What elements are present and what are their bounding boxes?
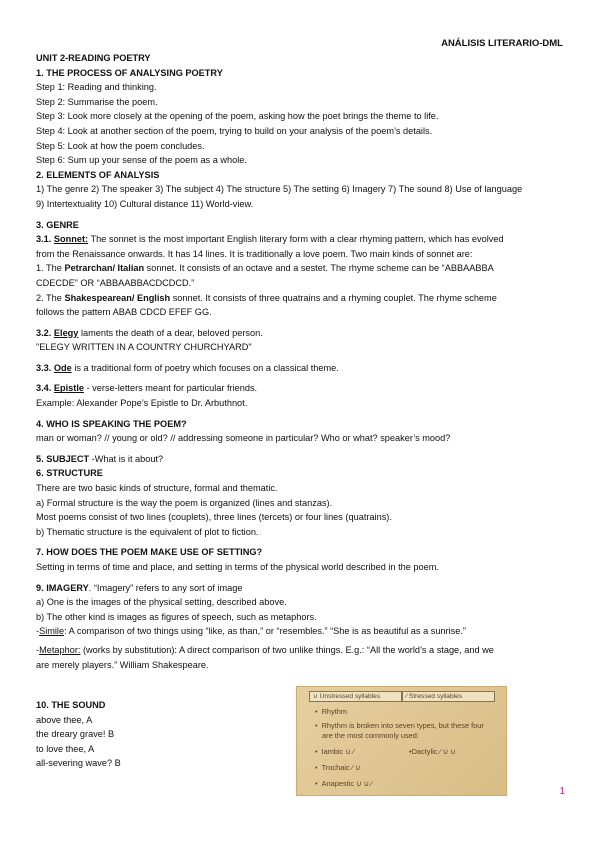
sonnet-paragraph: 3.1. Sonnet: The sonnet is the most important English literary form with a clear rhyming pattern, which has evolved — [36, 234, 504, 245]
ode-term: Ode — [53, 362, 72, 373]
metaphor-line: -Metaphor: (works by substitution): A direct comparison of two unlike things. E.g.: “All the world’s a stage, and we — [36, 644, 494, 655]
sound-section — [36, 698, 121, 771]
petrarchan-line: 1. The Petrarchan/ Italian sonnet. It consists of an octave and a sestet. The rhyme scheme can be “ABBAABBA — [36, 263, 494, 274]
section-heading-genre: 3. GENRE — [36, 219, 79, 230]
section-heading-sound: 10. THE SOUND — [36, 700, 106, 710]
step-line: Step 3: Look more closely at the opening of the poem, asking how the poet brings the theme to life. — [36, 111, 439, 122]
poem-line: above thee, A — [36, 714, 93, 725]
rhythm-bullet: • Iambic ∪ ⁄ — [315, 747, 355, 756]
rhythm-dactylic: •Dactylic ⁄ ∪ ∪ — [409, 747, 456, 756]
petrarchan-scheme: CDECDE” OR “ABBAABBACDCDCD.” — [36, 277, 195, 288]
metaphor-term: Metaphor: — [39, 644, 81, 655]
simile-term: Simile — [39, 626, 65, 637]
poem-line: to love thee, A — [36, 743, 95, 754]
step-line: Step 4: Look at another section of the poem, trying to build on your analysis of the poem’s details. — [36, 125, 433, 136]
imagery-line: b) The other kind is images as figures of speech, such as metaphors. — [36, 611, 317, 622]
poem-line: the dreary grave! B — [36, 729, 115, 740]
rhythm-image — [296, 686, 507, 796]
rhythm-bullet-cont: are the most commonly used: — [322, 731, 419, 740]
step-line: Step 2: Summarise the poem. — [36, 96, 158, 107]
epistle-example: Example: Alexander Pope’s Epistle to Dr. Arbuthnot. — [36, 398, 248, 409]
section-heading-process: 1. THE PROCESS OF ANALYSING POETRY — [36, 67, 223, 78]
structure-line: b) Thematic structure is the equivalent of plot to fiction. — [36, 526, 259, 537]
rhythm-bullet: • Trochaic ⁄ ∪ — [315, 763, 361, 772]
step-line: Step 6: Sum up your sense of the poem as a whole. — [36, 155, 247, 166]
page-number: 1 — [559, 786, 565, 797]
rhythm-bullet: • Rhythm is broken into seven types, but these four — [315, 721, 484, 730]
structure-line: Most poems consist of two lines (couplets), three lines (tercets) or four lines (quatrains). — [36, 512, 392, 523]
header-title: ANÁLISIS LITERARIO-DML — [441, 38, 563, 49]
simile-line: -Simile: A comparison of two things using “like, as than,” or “resembles.” “She is as beautiful as a sunrise.” — [36, 626, 466, 637]
document-body — [36, 51, 566, 672]
elements-line: 9) Intertextuality 10) Cultural distance 11) World-view. — [36, 198, 254, 209]
step-line: Step 5: Look at how the poem concludes. — [36, 140, 205, 151]
setting-text: Setting in terms of time and place, and setting in terms of the physical world described in the poem. — [36, 562, 439, 572]
elegy-example: "ELEGY WRITTEN IN A COUNTRY CHURCHYARD" — [36, 342, 252, 353]
rhythm-bullet: • Anapestic ∪ ∪ ⁄ — [315, 779, 373, 788]
imagery-heading-line: 9. IMAGERY. “Imagery” refers to any sort of image — [36, 582, 243, 593]
imagery-line: a) One is the images of the physical setting, described above. — [36, 597, 287, 608]
elegy-line: 3.2. Elegy laments the death of a dear, beloved person. — [36, 327, 263, 338]
sonnet-term: Sonnet: — [53, 234, 89, 245]
subject-line: 5. SUBJECT -What is it about? — [36, 453, 164, 464]
ode-line: 3.3. Ode is a traditional form of poetry which focuses on a classical theme. — [36, 362, 339, 373]
elegy-term: Elegy — [53, 327, 79, 338]
section-heading-structure: 6. STRUCTURE — [36, 468, 103, 479]
speaker-text: man or woman? // young or old? // addressing someone in particular? Who or what? speaker’s mood? — [36, 433, 451, 444]
shakespearean-scheme: follows the pattern ABAB CDCD EFEF GG. — [36, 307, 212, 318]
poem-line: all-severing wave? B — [36, 758, 121, 769]
metaphor-text: are merely players.” William Shakespeare. — [36, 659, 209, 670]
step-line: Step 1: Reading and thinking. — [36, 82, 157, 93]
sonnet-text: from the Renaissance onwards. It has 14 lines. It is traditionally a love poem. Two main kinds of sonnet are: — [36, 248, 473, 259]
section-heading-elements: 2. ELEMENTS OF ANALYSIS — [36, 169, 160, 180]
shakespearean-line: 2. The Shakespearean/ English sonnet. It consists of three quatrains and a rhyming couplet. The rhyme scheme — [36, 292, 497, 303]
rhythm-bullet: • Rhythm — [315, 707, 348, 716]
unit-title: UNIT 2-READING POETRY — [36, 53, 151, 63]
structure-line: There are two basic kinds of structure, formal and thematic. — [36, 483, 278, 494]
section-heading-speaker: 4. WHO IS SPEAKING THE POEM? — [36, 418, 187, 429]
syllable-legend: ∪ Unstressed syllables ⁄ Stressed syllables — [309, 691, 495, 702]
elements-line: 1) The genre 2) The speaker 3) The subject 4) The structure 5) The setting 6) Imagery 7) The sound 8) Use of language — [36, 184, 523, 195]
structure-line: a) Formal structure is the way the poem is organized (lines and stanzas). — [36, 497, 333, 508]
epistle-term: Epistle — [53, 383, 85, 394]
section-heading-setting: 7. HOW DOES THE POEM MAKE USE OF SETTING? — [36, 547, 263, 558]
epistle-line: 3.4. Epistle - verse-letters meant for particular friends. — [36, 383, 258, 394]
